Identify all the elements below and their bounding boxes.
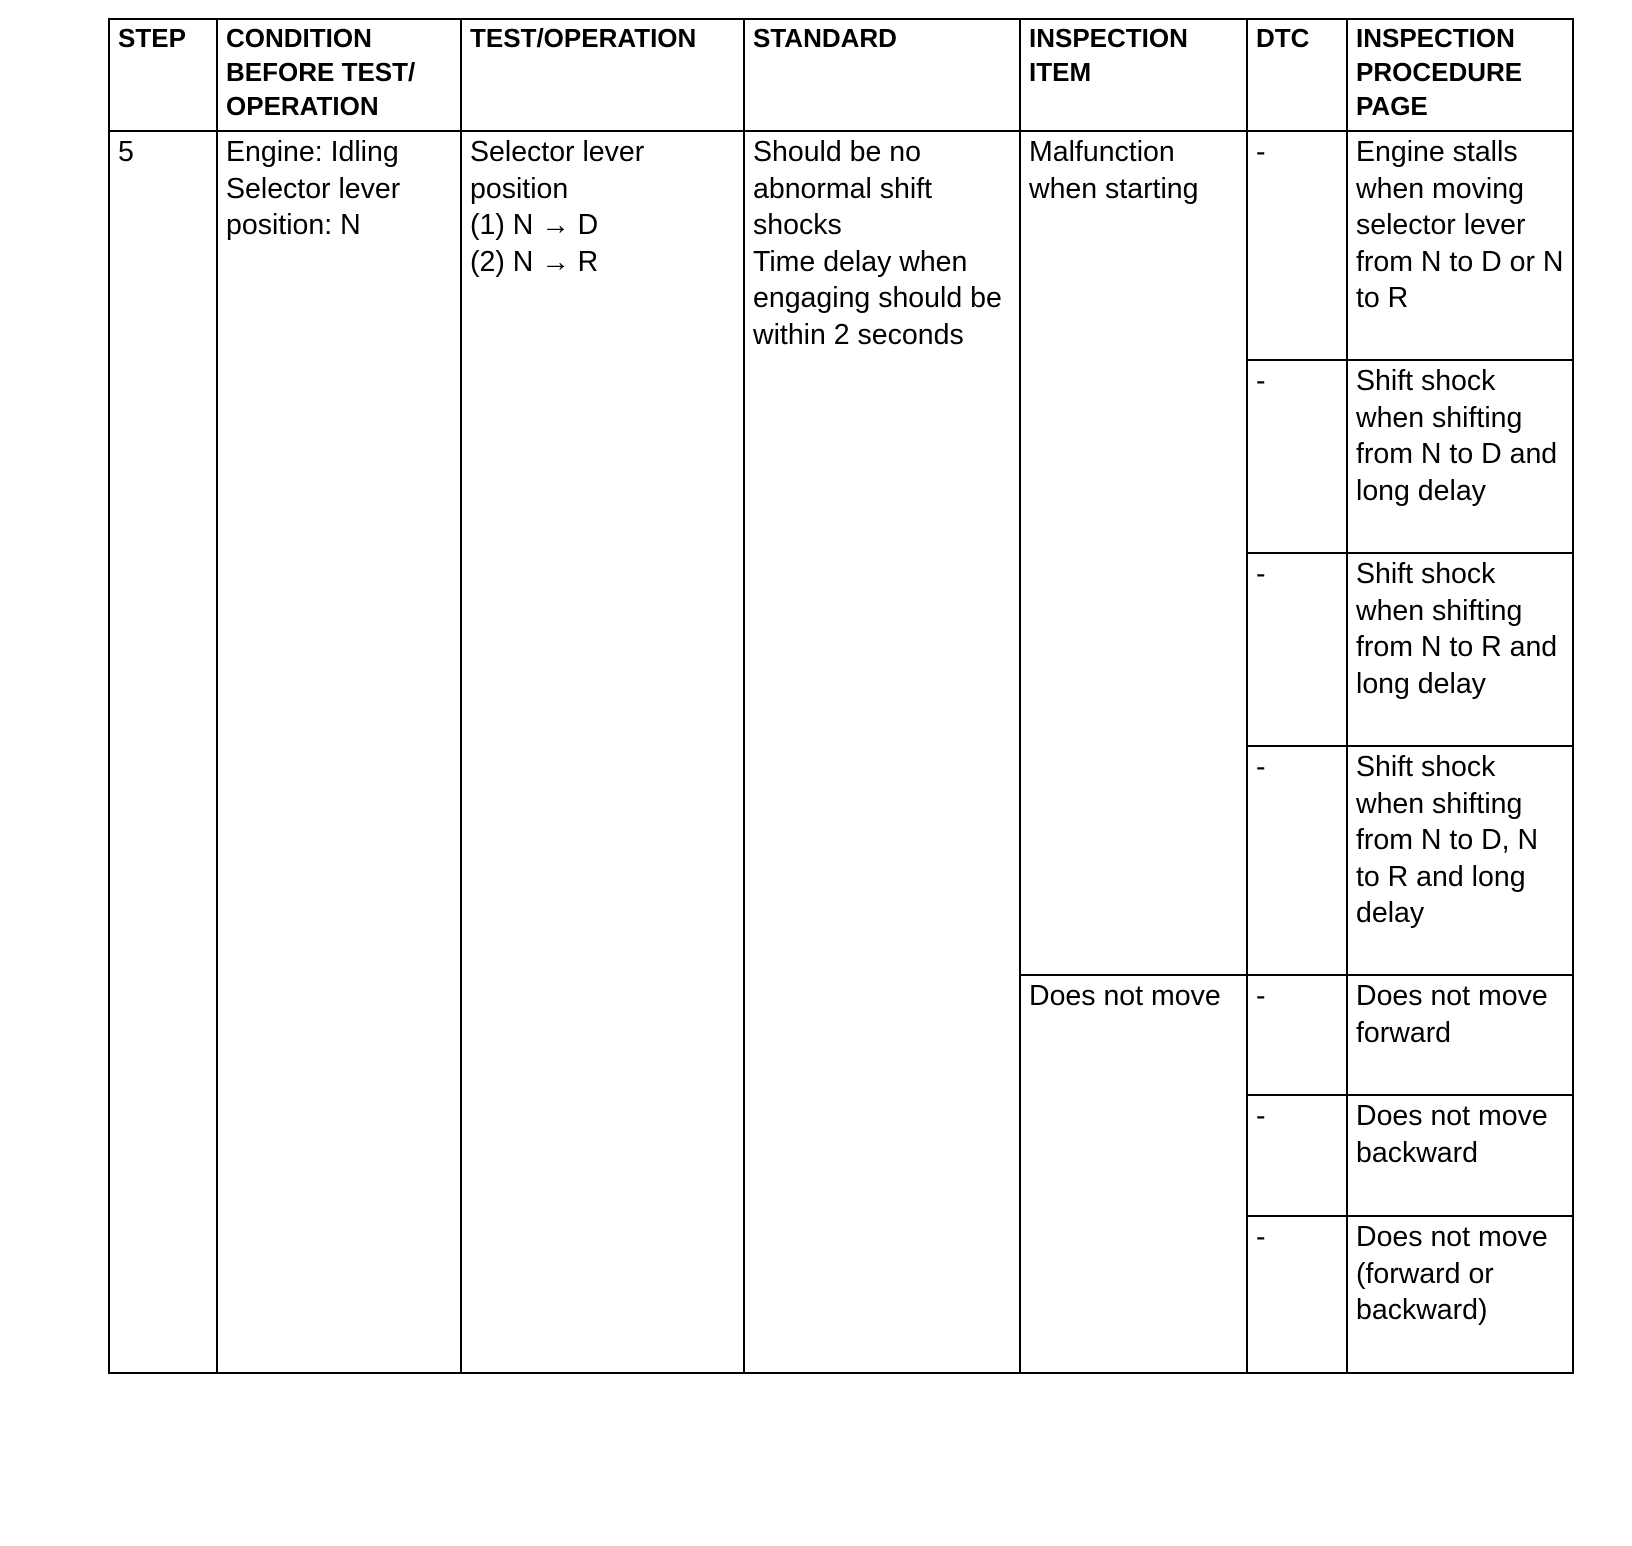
procedure-page-cell: Shift shock when shifting from N to D, N to R and long delay: [1347, 746, 1573, 975]
procedure-page-cell: Does not move backward: [1347, 1095, 1573, 1216]
inspection-item-cell: Does not move: [1020, 975, 1247, 1373]
procedure-page-cell: Engine stalls when moving selector lever from N to D or N to R: [1347, 131, 1573, 360]
header-step: STEP: [109, 19, 217, 131]
header-inspection-procedure-page: INSPECTION PROCEDURE PAGE: [1347, 19, 1573, 131]
dtc-cell: -: [1247, 1095, 1347, 1216]
header-test-operation: TEST/OPERATION: [461, 19, 744, 131]
dtc-cell: -: [1247, 131, 1347, 360]
header-row: [109, 19, 1573, 131]
dtc-cell: -: [1247, 975, 1347, 1095]
inspection-table: [108, 18, 1574, 1374]
step-cell: 5: [109, 131, 217, 1373]
condition-cell: Engine: Idling Selector lever position: N: [217, 131, 461, 1373]
inspection-item-cell: Malfunction when starting: [1020, 131, 1247, 975]
dtc-cell: -: [1247, 553, 1347, 746]
procedure-page-cell: Shift shock when shifting from N to R and long delay: [1347, 553, 1573, 746]
procedure-page-cell: Does not move (forward or backward): [1347, 1216, 1573, 1373]
header-dtc: DTC: [1247, 19, 1347, 131]
dtc-cell: -: [1247, 746, 1347, 975]
procedure-page-cell: Does not move forward: [1347, 975, 1573, 1095]
standard-cell: Should be no abnormal shift shocks Time delay when engaging should be within 2 seconds: [744, 131, 1020, 1373]
table-row: [109, 131, 1573, 360]
dtc-cell: -: [1247, 360, 1347, 553]
dtc-cell: -: [1247, 1216, 1347, 1373]
header-standard: STANDARD: [744, 19, 1020, 131]
procedure-page-cell: Shift shock when shifting from N to D and long delay: [1347, 360, 1573, 553]
test-operation-cell: Selector lever position (1) N → D (2) N → R: [461, 131, 744, 1373]
header-condition: CONDITION BEFORE TEST/ OPERATION: [217, 19, 461, 131]
header-inspection-item: INSPECTION ITEM: [1020, 19, 1247, 131]
